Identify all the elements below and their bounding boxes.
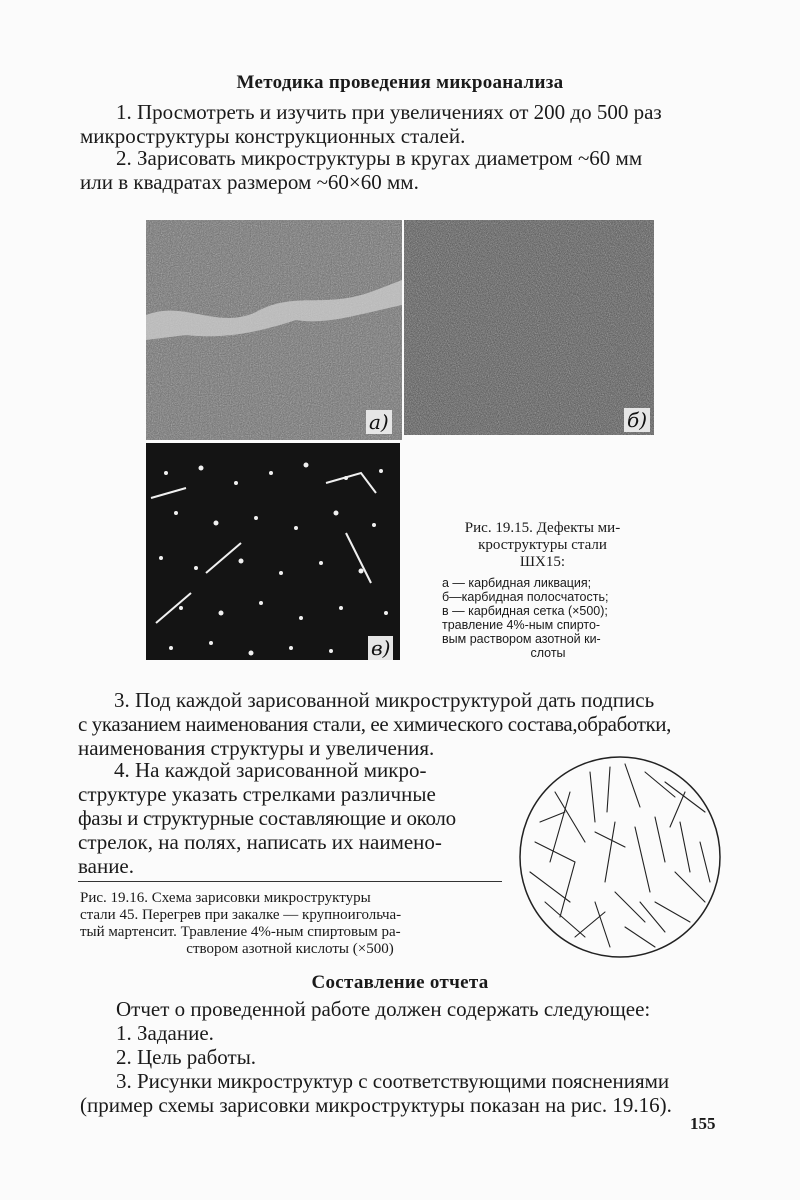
- text-line: микроструктуры конструкционных сталей.: [80, 124, 466, 148]
- caption-line: кроструктуры стали: [478, 537, 607, 553]
- martensite-sketch: [515, 752, 725, 962]
- report-contents: [80, 997, 724, 1117]
- instruction-item-1: [80, 100, 720, 148]
- text-line: структуре указать стрелками различные: [78, 782, 436, 806]
- text-line: Отчет о проведенной работе должен содержать следующее:: [116, 997, 651, 1021]
- text-line: стрелок, на полях, написать их наимено-: [78, 830, 442, 854]
- text-line: 3. Рисунки микроструктур с соответствующими пояснениями: [116, 1069, 670, 1093]
- caption-line: створом азотной кислоты (×500): [186, 941, 394, 957]
- section-title-microanalysis: Методика проведения микроанализа: [236, 72, 564, 93]
- page-number: 155: [690, 1114, 716, 1133]
- instruction-item-3: [78, 688, 724, 760]
- micrograph-b: [404, 220, 654, 435]
- figure-label-a: а): [366, 410, 392, 434]
- figure-19-15-caption-body: [442, 576, 654, 660]
- caption-line: Рис. 19.15. Дефекты ми-: [464, 520, 621, 536]
- text-line: (пример схемы зарисовки микроструктуры показан на рис. 19.16).: [80, 1093, 672, 1117]
- instruction-item-2: [80, 146, 720, 194]
- caption-line: ШХ15:: [519, 554, 566, 570]
- text-line: 1. Задание.: [116, 1021, 214, 1045]
- figure-label-v: в): [368, 636, 393, 660]
- figure-19-16-caption: [80, 890, 500, 958]
- caption-line: травление 4%-ным спирто-: [442, 618, 601, 632]
- divider: [78, 881, 502, 882]
- text-line: 1. Просмотреть и изучить при увеличениях от 200 до 500 раз: [116, 100, 662, 124]
- micrograph-a: [146, 220, 402, 440]
- text-line: фазы и структурные составляющие и около: [78, 806, 456, 830]
- micrograph-v: [146, 443, 400, 660]
- text-line: с указанием наименования стали, ее химического состава,обработки,: [78, 712, 671, 736]
- text-line: 4. На каждой зарисованной микро-: [114, 758, 427, 782]
- caption-line: в — карбидная сетка (×500);: [442, 604, 608, 618]
- caption-line: Рис. 19.16. Схема зарисовки микроструктуры: [80, 890, 371, 906]
- caption-line: слоты: [530, 646, 566, 660]
- caption-line: стали 45. Перегрев при закалке — крупноигольча-: [80, 907, 402, 923]
- text-line: вание.: [78, 854, 135, 878]
- instruction-item-4: [78, 758, 508, 878]
- caption-line: тый мартенсит. Травление 4%-ным спиртовым ра-: [80, 924, 401, 940]
- text-line: 2. Цель работы.: [116, 1045, 257, 1069]
- section-title-report: Составление отчета: [311, 972, 489, 993]
- figure-19-15-caption-title: [430, 520, 655, 571]
- text-line: или в квадратах размером ~60×60 мм.: [80, 170, 419, 194]
- caption-line: б—карбидная полосчатость;: [442, 590, 609, 604]
- text-line: наименования структуры и увеличения.: [78, 736, 435, 760]
- caption-line: вым раствором азотной ки-: [442, 632, 601, 646]
- text-line: 3. Под каждой зарисованной микроструктурой дать подпись: [114, 688, 655, 712]
- figure-label-b: б): [624, 408, 650, 432]
- caption-line: а — карбидная ликвация;: [442, 576, 592, 590]
- text-line: 2. Зарисовать микроструктуры в кругах диаметром ~60 мм: [116, 146, 643, 170]
